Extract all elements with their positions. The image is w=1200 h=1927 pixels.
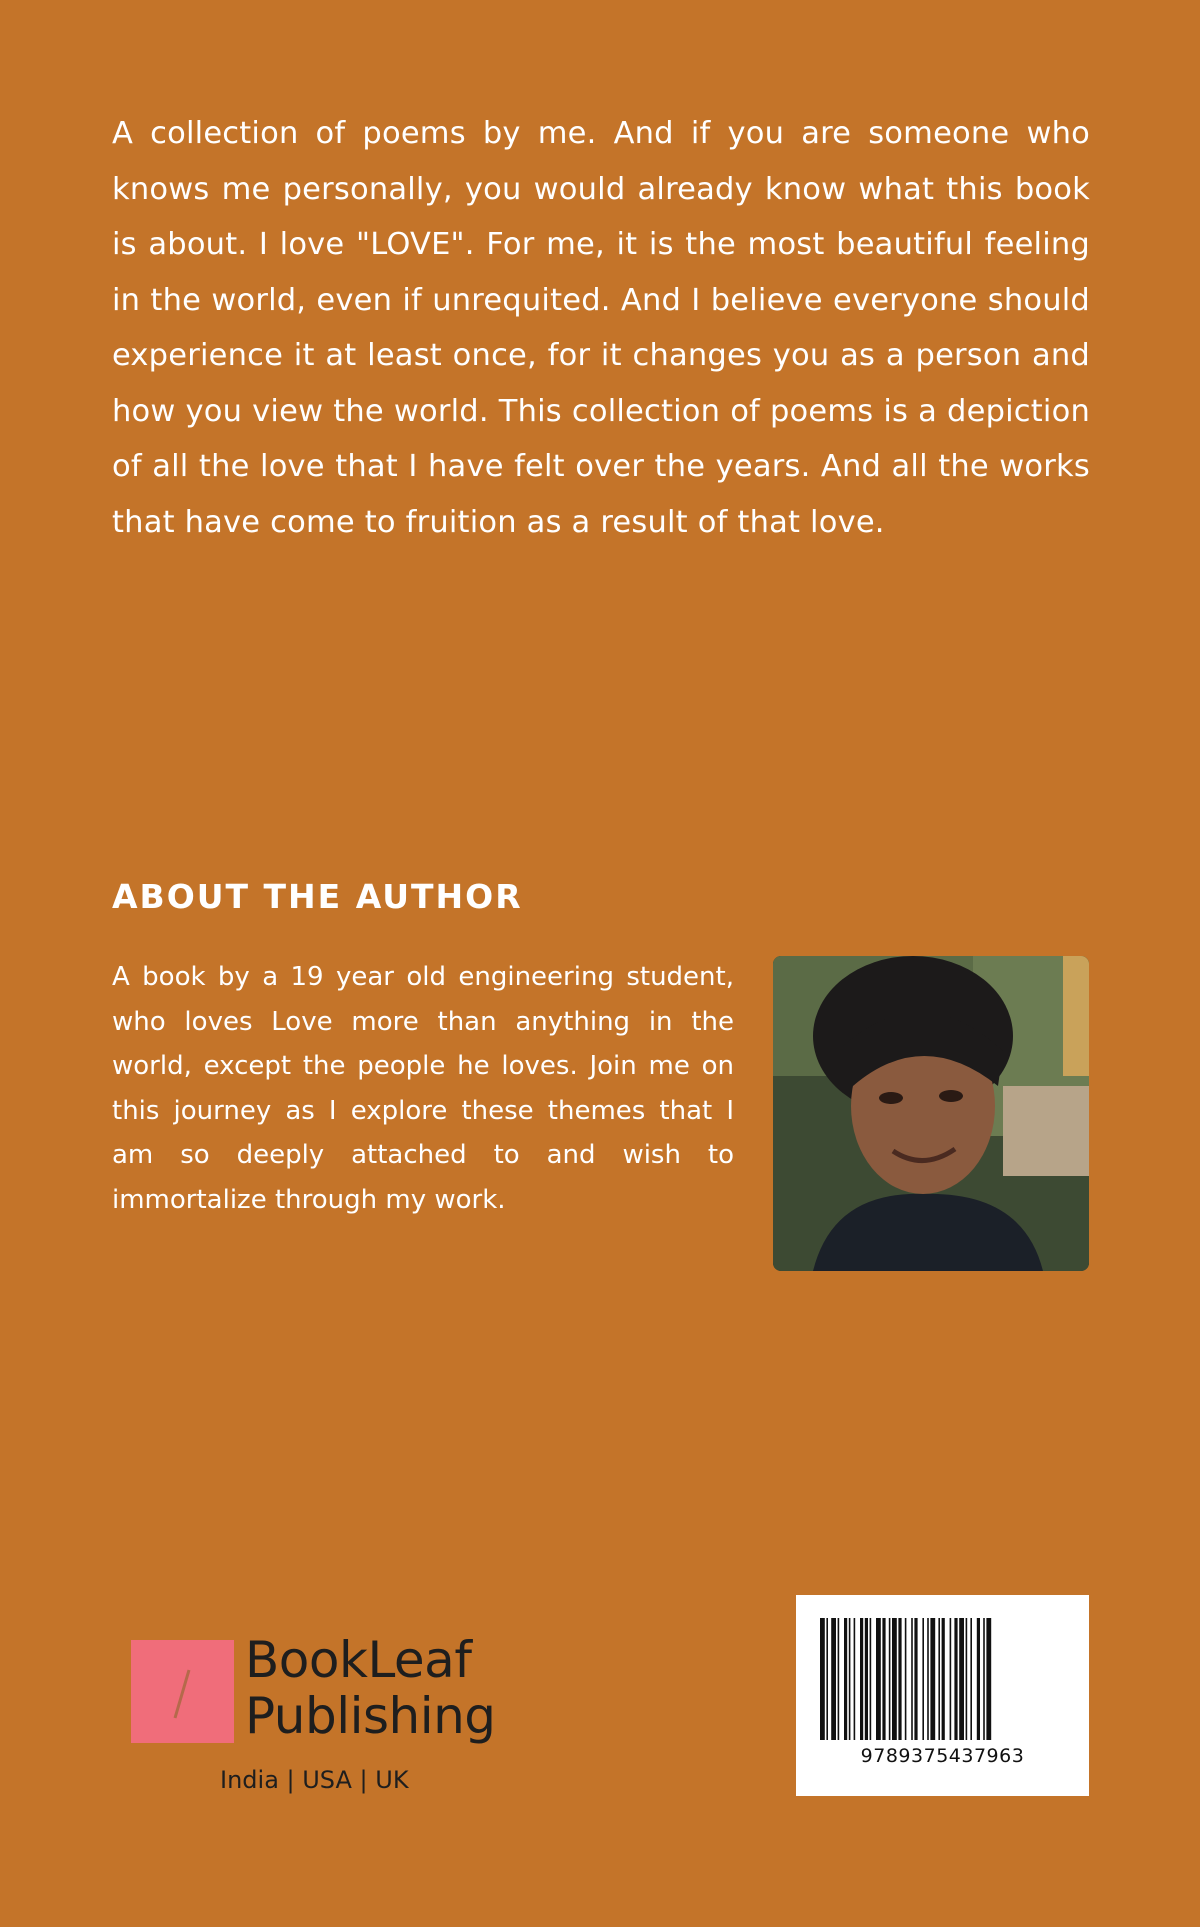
barcode-bar [938,1618,940,1740]
barcode-bars [820,1618,1064,1740]
barcode-bar [854,1618,856,1740]
about-author-heading: ABOUT THE AUTHOR [112,877,523,916]
publisher-logo [131,1631,511,1760]
barcode-bar [930,1618,935,1740]
publisher-name-line2: Publishing [245,1687,496,1745]
back-cover-blurb: A collection of poems by me. And if you are someone who knows me personally, you would already know what this book is about. I love "LOVE". For me, it is the most beautiful feeling in the world, even if unrequited. And I believe everyone should experience it at least once, for it changes you as a person and how you view the world. This collection of poems is a depiction of all the love that I have felt over the years. And all the works that have come to fruition as a result of that love. [112,116,1090,540]
barcode-bar [911,1618,913,1740]
publisher-name-line1: BookLeaf [245,1631,472,1689]
barcode-bar [954,1618,957,1740]
barcode-bar [977,1618,980,1740]
barcode-bar [983,1618,985,1740]
barcode-bar [966,1618,968,1740]
barcode-bar [844,1618,847,1740]
barcode-bar [914,1618,917,1740]
barcode-bar [860,1618,863,1740]
publisher-name [245,1632,496,1744]
barcode-bar [922,1618,924,1740]
barcode-bar [826,1618,828,1740]
barcode-bar [838,1618,840,1740]
barcode-bar [950,1618,952,1740]
author-bio: A book by a 19 year old engineering student, who loves Love more than anything in the world, except the people he loves. Join me on this journey as I explore these themes that I am so deeply attached to and wish to immortalize through my work. [112,962,734,1215]
barcode-bar [870,1618,872,1740]
barcode-bar [898,1618,901,1740]
barcode-bar [927,1618,929,1740]
author-photo [773,956,1089,1271]
publisher-regions: India | USA | UK [220,1766,409,1794]
barcode-bar [876,1618,881,1740]
barcode-bar [849,1618,851,1740]
barcode-bar [959,1618,964,1740]
isbn-barcode [796,1595,1089,1796]
barcode-bar [970,1618,972,1740]
barcode-bar [882,1618,885,1740]
barcode-bar [905,1618,907,1740]
barcode-bar [942,1618,945,1740]
barcode-bar [865,1618,868,1740]
barcode-bar [892,1618,897,1740]
barcode-bar [820,1618,825,1740]
isbn-number: 9789375437963 [860,1745,1025,1767]
publisher-logo-mark [131,1640,234,1743]
barcode-bar [831,1618,836,1740]
barcode-bar [889,1618,891,1740]
barcode-bar [986,1618,991,1740]
